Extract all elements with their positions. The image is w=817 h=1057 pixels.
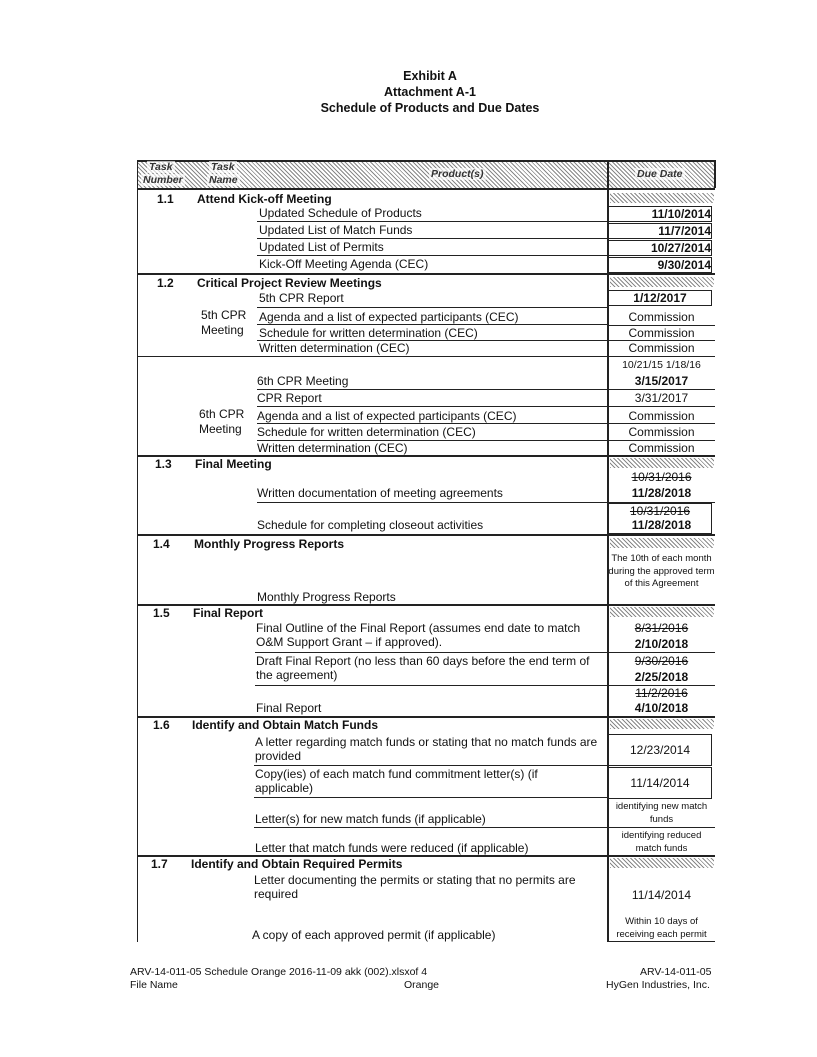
- task-number: 1.2: [157, 276, 174, 290]
- product: Schedule for written determination (CEC): [259, 326, 478, 340]
- due-date: 4/10/2018: [634, 701, 689, 715]
- task-name: Identify and Obtain Required Permits: [191, 857, 403, 871]
- task-name: Monthly Progress Reports: [194, 537, 345, 551]
- product: Agenda and a list of expected participants (CEC): [259, 310, 519, 324]
- footer-file: ARV-14-011-05 Schedule Orange 2016-11-09 akk (002).xlsx: [130, 966, 410, 978]
- due-date: 10/27/2014: [608, 240, 712, 256]
- footer-file-name: [130, 966, 427, 979]
- task-name: Attend Kick-off Meeting: [197, 192, 332, 206]
- product: Final Report: [256, 701, 322, 715]
- due-date-old: 9/30/2016: [634, 654, 689, 668]
- task-number: 1.4: [153, 537, 170, 551]
- due-date-old: 11/2/2016: [635, 686, 688, 700]
- subgroup-label: 6th CPR: [199, 407, 245, 421]
- due-date: 11/10/2014: [608, 206, 712, 222]
- product: Updated List of Match Funds: [259, 223, 413, 237]
- product: Schedule for written determination (CEC): [257, 425, 476, 439]
- product: Letter that match funds were reduced (if applicable): [255, 841, 529, 855]
- footer-file-label: File Name: [130, 979, 178, 991]
- due-date: 11/14/2014: [608, 767, 712, 799]
- header-products: Product(s): [431, 168, 484, 180]
- due-date: 3/15/2017: [634, 374, 689, 388]
- product: Schedule for completing closeout activities: [257, 518, 484, 532]
- product: Written determination (CEC): [259, 341, 410, 355]
- due-date: 2/10/2018: [634, 637, 689, 651]
- header-task-name-1: Task: [211, 161, 235, 173]
- task-name: Final Report: [193, 606, 264, 620]
- due-date-old: 10/21/15 1/18/16: [622, 359, 701, 371]
- task-number: 1.1: [157, 192, 174, 206]
- task-number: 1.3: [155, 457, 172, 471]
- subgroup-label: 5th CPR: [201, 308, 247, 322]
- schedule-table: [137, 160, 715, 942]
- header-due-date: Due Date: [637, 168, 683, 180]
- due-date: Commission: [628, 409, 695, 423]
- header-task-number-2: Number: [143, 174, 183, 186]
- due-date: identifying new match funds: [615, 801, 708, 825]
- due-date: The 10th of each month during the approved term of this Agreement: [608, 553, 715, 589]
- product: Monthly Progress Reports: [257, 590, 396, 604]
- due-date: Commission: [628, 441, 695, 455]
- footer-agreement-number: ARV-14-011-05: [640, 966, 712, 978]
- task-number: 1.7: [151, 857, 168, 871]
- due-date-old: 10/31/2016: [631, 470, 692, 484]
- schedule-title: Schedule of Products and Due Dates: [320, 101, 540, 115]
- product: Updated List of Permits: [259, 240, 384, 254]
- product: Copy(ies) of each match fund commitment letter(s) (if applicable): [255, 767, 538, 795]
- attachment-title: Attachment A-1: [384, 85, 476, 99]
- due-date: Commission: [628, 326, 695, 340]
- task-name: Final Meeting: [195, 457, 272, 471]
- product: Letter documenting the permits or stating that no permits are required: [254, 873, 576, 901]
- exhibit-title: Exhibit A: [403, 69, 457, 83]
- header-task-number-1: Task: [149, 161, 173, 173]
- due-date: Commission: [628, 341, 695, 355]
- due-date: 11/28/2018: [631, 518, 692, 532]
- product: Written determination (CEC): [257, 441, 408, 455]
- header-task-name-2: Name: [209, 174, 238, 186]
- due-date: 2/25/2018: [634, 670, 689, 684]
- product: Updated Schedule of Products: [259, 206, 422, 220]
- due-date: 9/30/2014: [608, 257, 712, 273]
- product: 6th CPR Meeting: [257, 374, 349, 388]
- footer-schedule-color: Orange: [404, 979, 440, 991]
- due-date: 1/12/2017: [608, 290, 712, 306]
- due-date: 11/7/2014: [608, 223, 712, 239]
- product: CPR Report: [257, 391, 322, 405]
- task-number: 1.6: [153, 718, 170, 732]
- due-date: 12/23/2014: [608, 734, 712, 766]
- footer-company: HyGen Industries, Inc.: [606, 979, 710, 991]
- subgroup-label: Meeting: [199, 422, 242, 436]
- due-date: 3/31/2017: [634, 391, 689, 405]
- due-date: 11/14/2014: [631, 888, 692, 902]
- task-name: Critical Project Review Meetings: [197, 276, 382, 290]
- due-date: Within 10 days of receiving each permit: [616, 916, 707, 940]
- subgroup-label: Meeting: [201, 323, 244, 337]
- product: Kick-Off Meeting Agenda (CEC): [259, 257, 429, 271]
- product: A letter regarding match funds or stating that no match funds are provided: [255, 735, 598, 763]
- task-number: 1.5: [153, 606, 170, 620]
- due-date: identifying reduced match funds: [621, 830, 702, 854]
- task-name: Identify and Obtain Match Funds: [192, 718, 378, 732]
- product: Written documentation of meeting agreements: [257, 486, 503, 500]
- product: Final Outline of the Final Report (assumes end date to match O&M Support Grant – if approved).: [256, 621, 581, 649]
- product: Letter(s) for new match funds (if applicable): [255, 812, 486, 826]
- due-date-old: 8/31/2016: [634, 621, 689, 635]
- due-date: Commission: [628, 425, 695, 439]
- product: Agenda and a list of expected participants (CEC): [257, 409, 517, 423]
- due-date: 11/28/2018: [631, 486, 692, 500]
- product: A copy of each approved permit (if applicable): [252, 928, 496, 942]
- due-date: Commission: [628, 310, 695, 324]
- product: Draft Final Report (no less than 60 days before the end term of the agreement): [256, 654, 590, 682]
- product: 5th CPR Report: [259, 291, 344, 305]
- footer-page: of 4: [409, 966, 428, 978]
- due-date-old: 10/31/2016: [608, 503, 712, 534]
